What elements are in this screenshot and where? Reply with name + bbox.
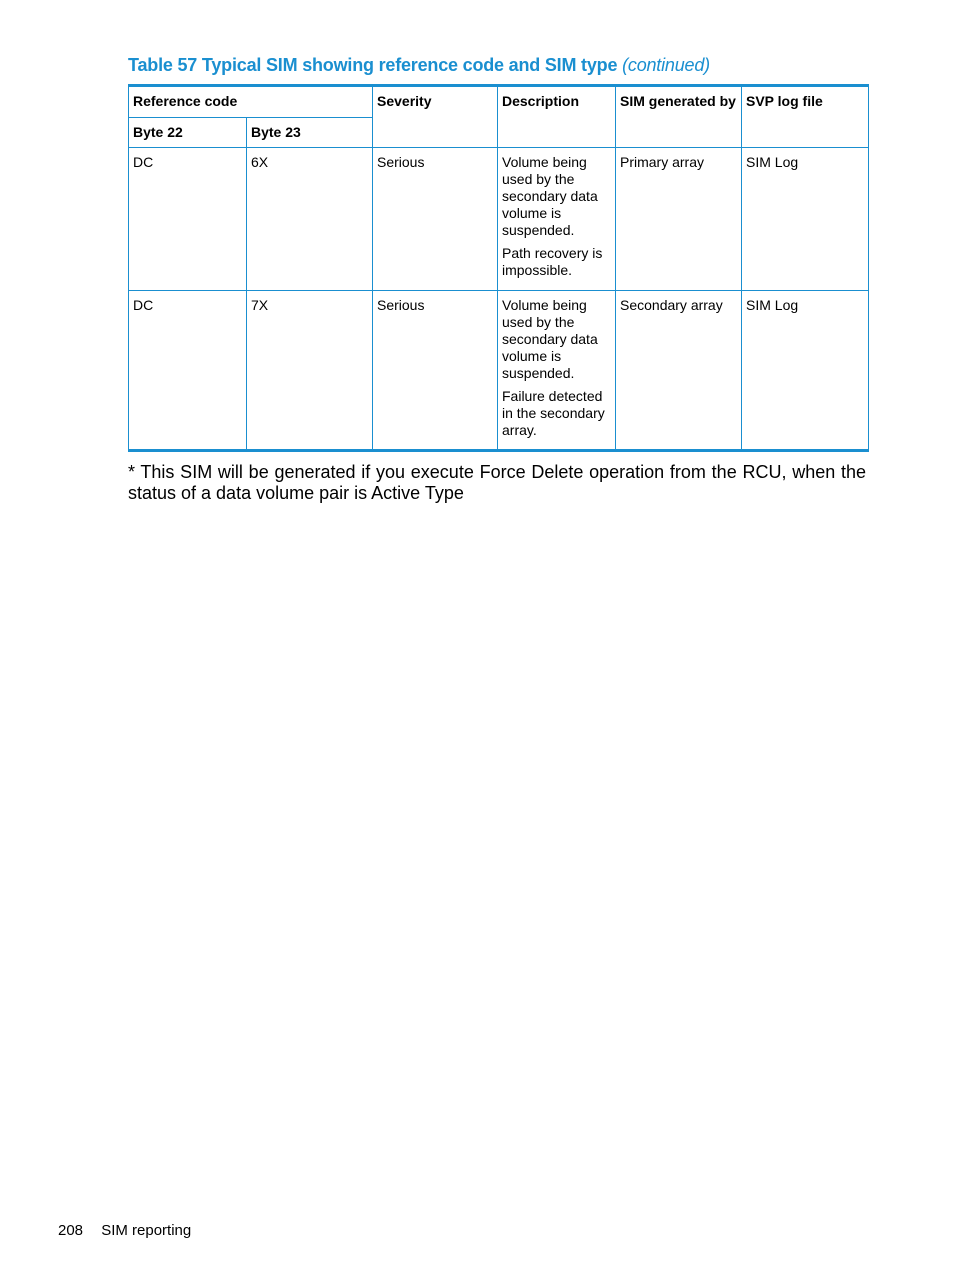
table-caption-continued: (continued) xyxy=(622,55,710,75)
cell-severity: Serious xyxy=(373,291,498,451)
header-byte22: Byte 22 xyxy=(129,118,247,148)
cell-description xyxy=(498,291,616,451)
cell-svp-log-file: SIM Log xyxy=(742,148,869,291)
cell-svp-log-file: SIM Log xyxy=(742,291,869,451)
description-paragraph: Volume being used by the secondary data volume is suspended. xyxy=(502,297,598,381)
sim-table-header xyxy=(129,86,869,148)
table-caption-title: Table 57 Typical SIM showing reference code and SIM type xyxy=(128,55,618,75)
header-severity: Severity xyxy=(373,86,498,148)
cell-description xyxy=(498,148,616,291)
description-paragraph: Path recovery is impossible. xyxy=(502,245,603,278)
description-paragraph: Failure detected in the secondary array. xyxy=(502,388,605,438)
header-svp-log-file: SVP log file xyxy=(742,86,869,148)
sim-table-body xyxy=(129,148,869,451)
cell-byte23: 7X xyxy=(247,291,373,451)
table-row xyxy=(129,291,869,451)
header-reference-code: Reference code xyxy=(129,86,373,118)
table-caption xyxy=(128,55,710,76)
cell-severity: Serious xyxy=(373,148,498,291)
header-row-top xyxy=(129,86,869,118)
section-title: SIM reporting xyxy=(101,1222,192,1239)
cell-sim-generated-by: Secondary array xyxy=(616,291,742,451)
sim-table xyxy=(128,84,869,452)
table-row xyxy=(129,148,869,291)
description-paragraph: Volume being used by the secondary data volume is suspended. xyxy=(502,154,598,238)
page-footer xyxy=(58,1222,191,1239)
cell-byte23: 6X xyxy=(247,148,373,291)
cell-byte22: DC xyxy=(129,148,247,291)
header-sim-generated-by: SIM generated by xyxy=(616,86,742,148)
cell-byte22: DC xyxy=(129,291,247,451)
header-description: Description xyxy=(498,86,616,148)
header-byte23: Byte 23 xyxy=(247,118,373,148)
page-number: 208 xyxy=(58,1222,84,1239)
cell-sim-generated-by: Primary array xyxy=(616,148,742,291)
footnote: * This SIM will be generated if you execute Force Delete operation from the RCU, when the status of a data volume pair is Active Type xyxy=(128,462,866,503)
